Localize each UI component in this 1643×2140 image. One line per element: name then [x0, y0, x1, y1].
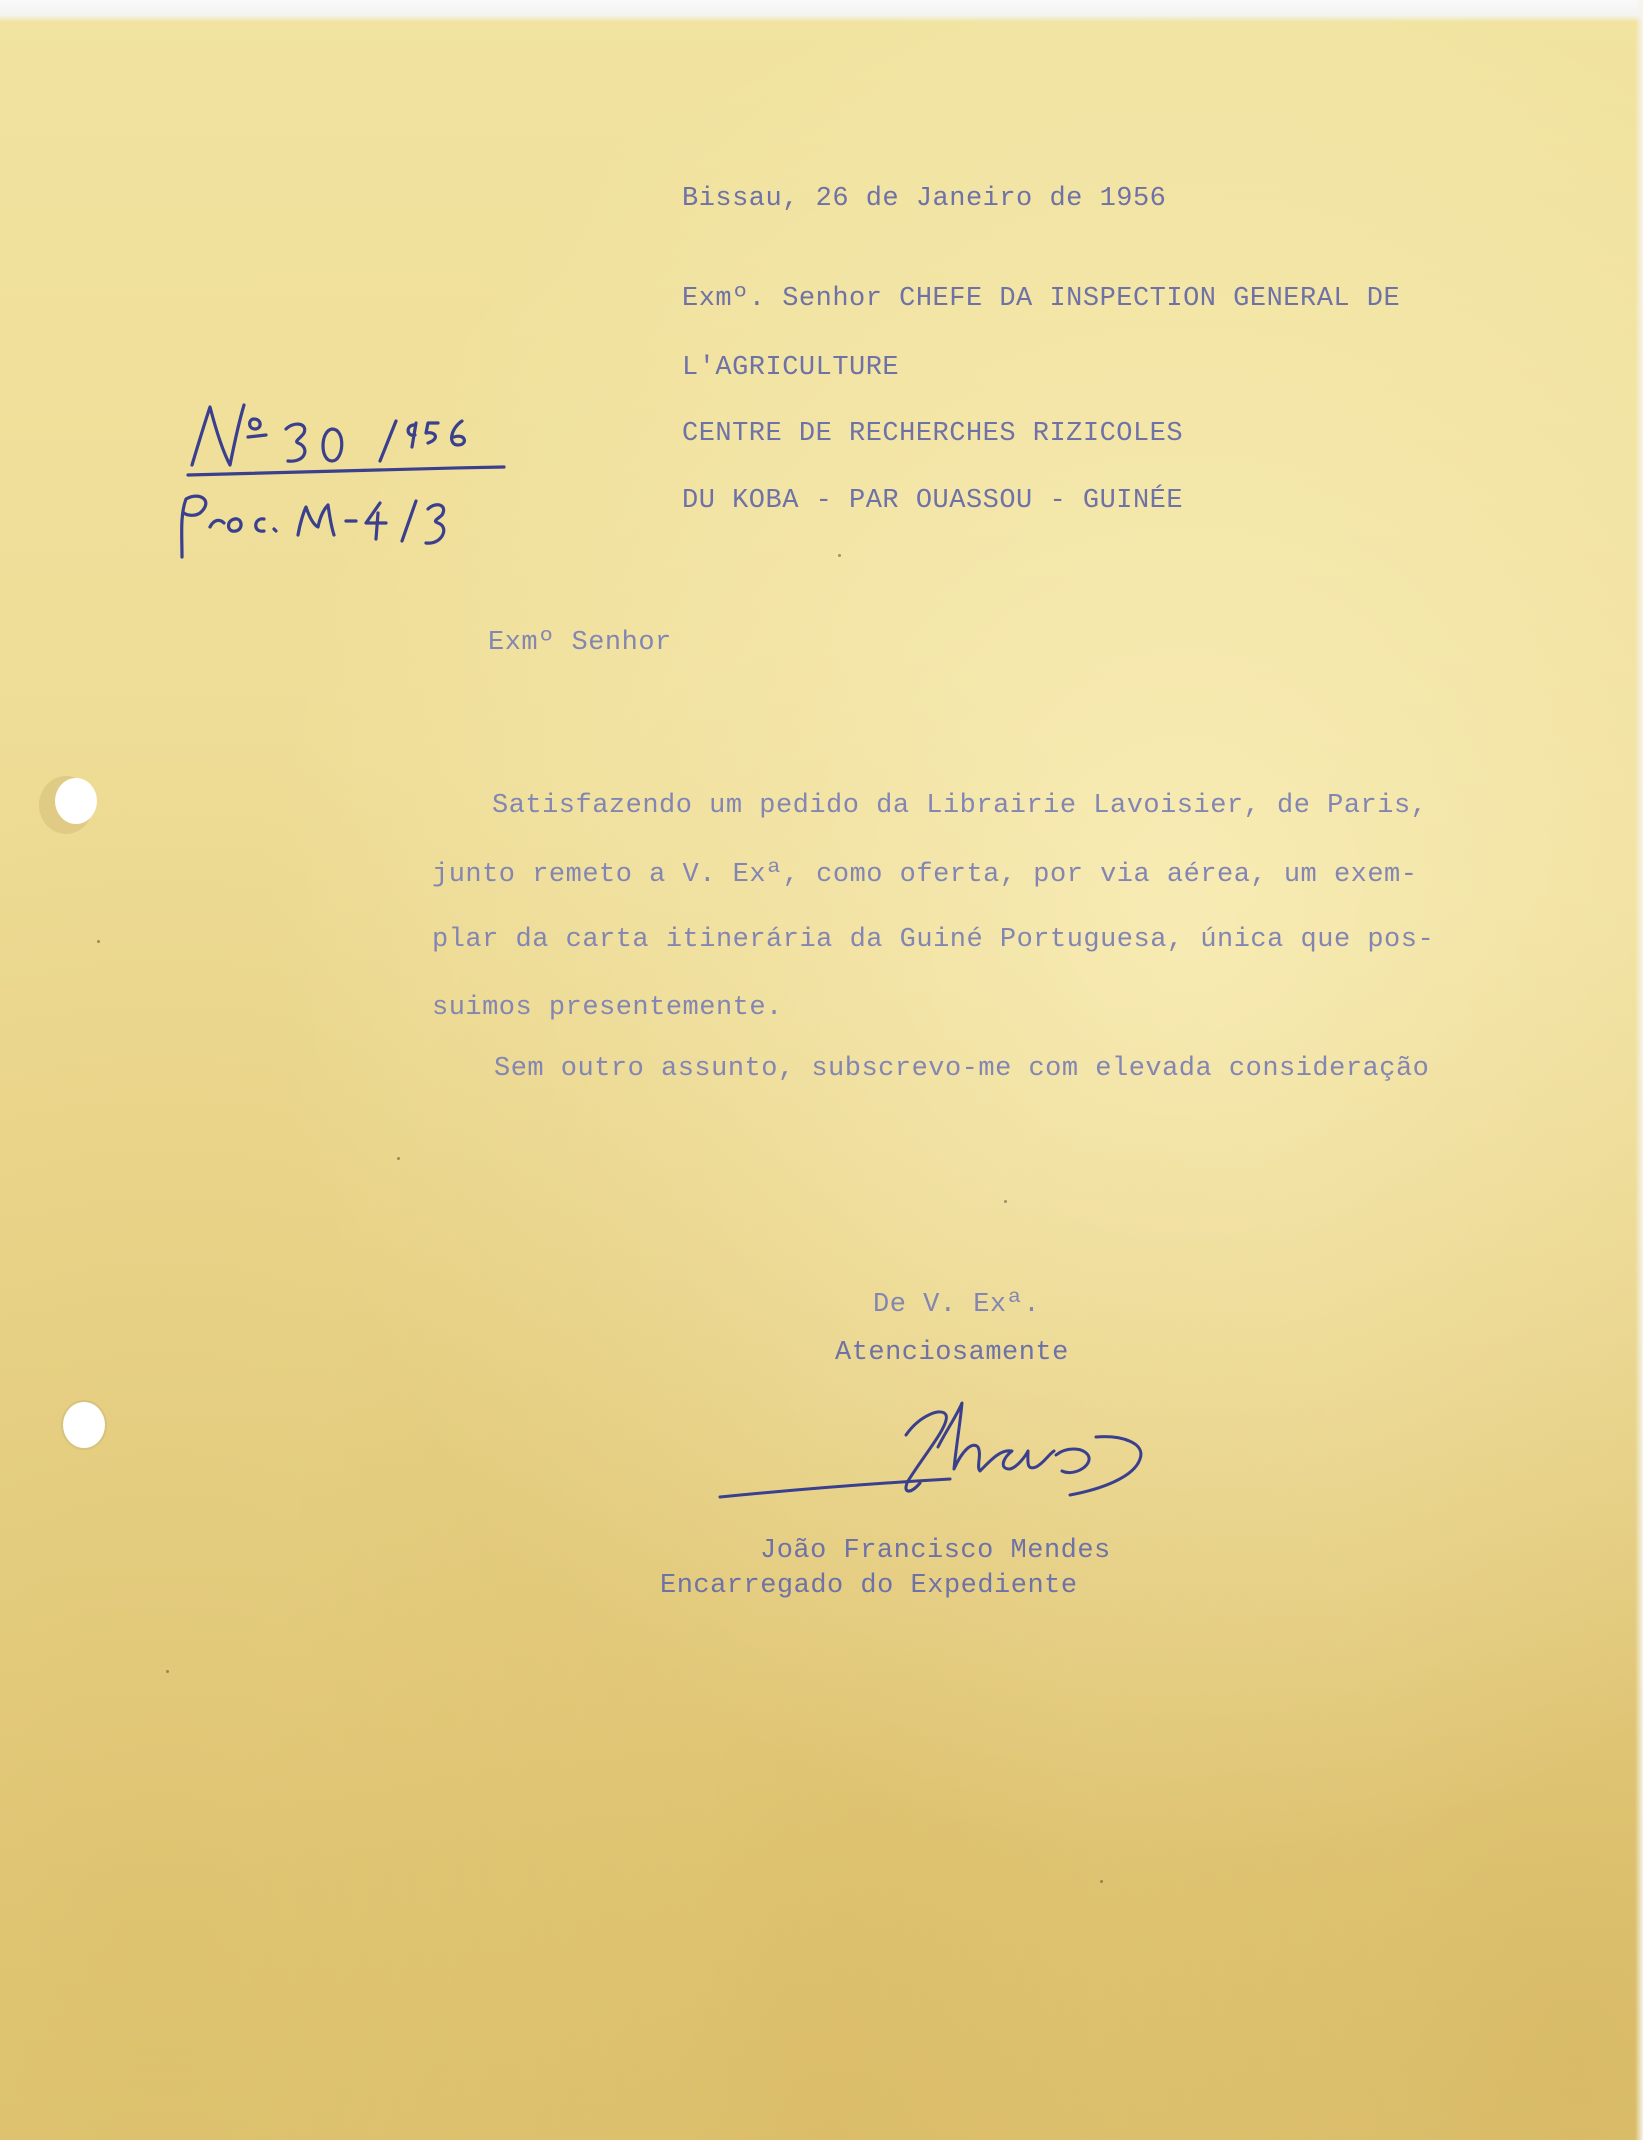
body-line-3: plar da carta itinerária da Guiné Portuguesa, única que pos-	[432, 925, 1435, 955]
recipient-line-4: DU KOBA - PAR OUASSOU - GUINÉE	[682, 486, 1184, 516]
handwritten-signature	[710, 1385, 1160, 1515]
signer-name: João Francisco Mendes	[760, 1536, 1111, 1566]
signer-role: Encarregado do Expediente	[660, 1571, 1078, 1601]
scan-right-edge	[1635, 0, 1643, 2140]
closing-line-2: Atenciosamente	[835, 1338, 1069, 1368]
scan-top-margin	[0, 0, 1643, 22]
body-line-2: junto remeto a V. Exª, como oferta, por via aérea, um exem-	[432, 860, 1418, 890]
paper-speck	[97, 940, 100, 943]
recipient-line-3: CENTRE DE RECHERCHES RIZICOLES	[682, 419, 1184, 449]
paper-speck	[838, 554, 841, 557]
paper-speck	[397, 1157, 400, 1160]
paper-speck	[166, 1670, 169, 1673]
place-date: Bissau, 26 de Janeiro de 1956	[682, 184, 1167, 214]
recipient-line-1: Exmº. Senhor CHEFE DA INSPECTION GENERAL DE	[682, 284, 1401, 314]
paper-speck	[1004, 1200, 1007, 1203]
punch-hole-lower	[63, 1402, 105, 1448]
handwritten-reference-annotation	[170, 395, 520, 575]
salutation: Exmº Senhor	[488, 628, 672, 658]
body-line-5: Sem outro assunto, subscrevo-me com elevada consideração	[494, 1054, 1430, 1084]
recipient-line-2: L'AGRICULTURE	[682, 353, 900, 383]
paper-speck	[1100, 1880, 1103, 1883]
body-line-1: Satisfazendo um pedido da Librairie Lavoisier, de Paris,	[492, 791, 1428, 821]
body-line-4: suimos presentemente.	[432, 993, 783, 1023]
closing-line-1: De V. Exª.	[873, 1290, 1041, 1320]
punch-hole-upper	[55, 778, 97, 824]
